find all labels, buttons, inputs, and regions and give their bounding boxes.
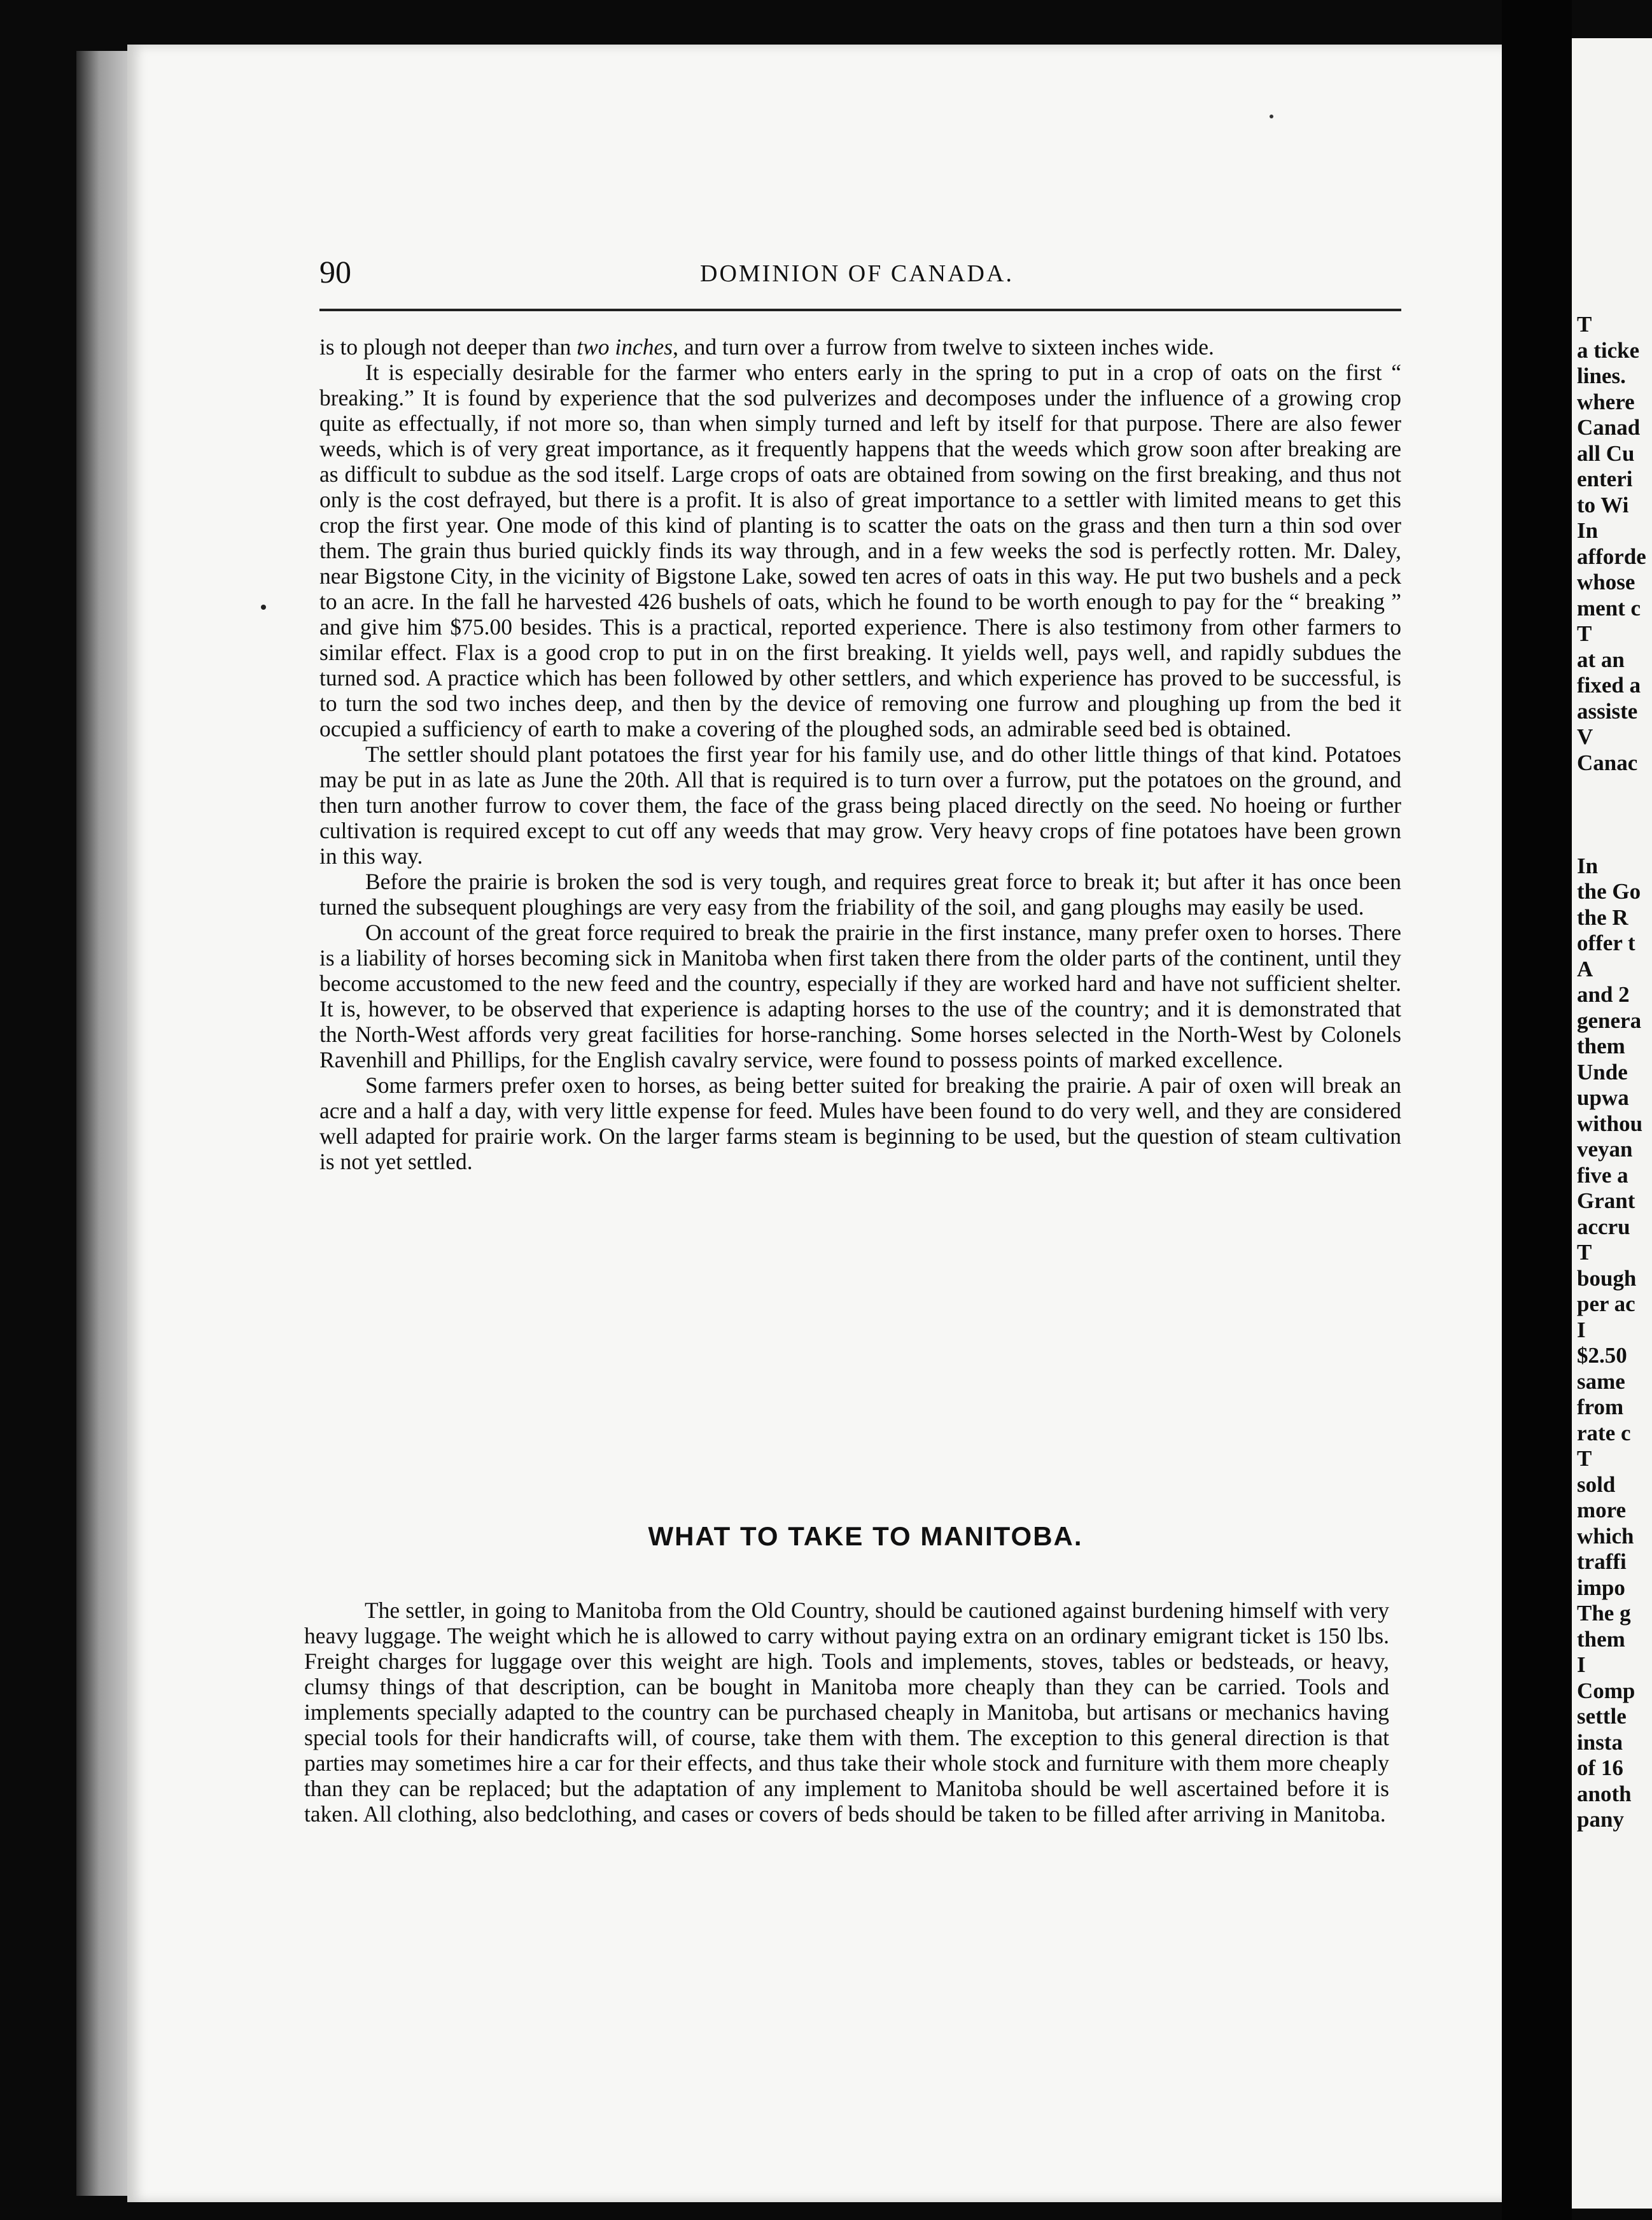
right-page-line: per ac	[1577, 1291, 1635, 1316]
paragraph: is to plough not deeper than two inches, and turn over a furrow from twelve to sixteen inches wide.	[319, 334, 1214, 360]
book-gutter	[1502, 0, 1572, 2220]
section-title: WHAT TO TAKE TO MANITOBA.	[648, 1521, 1083, 1551]
paragraph: It is especially desirable for the farmer who enters early in the spring to put in a crop of oats on the first “ breaking.” It is found by experience that the sod pulverizes and decomposes under the influence of a growing crop quite as effectually, if not more so, than when simply turned and left by itself for that purpose. There are also fewer weeds, which is of very great importance, as it frequently happens that the weeds which grow soon after breaking are as difficult to subdue as the sod itself. Large crops of oats are obtained from sowing on the first breaking, and thus not only is the cost defrayed, but there is a profit. It is also of great importance to a settler with limited means to get this crop the first year. One mode of this kind of planting is to scatter the oats on the grass and then turn a thin sod over them. The grain thus buried quickly finds its way through, and in a few weeks the sod is perfectly rotten. Mr. Daley, near Bigstone City, in the vicinity of Bigstone Lake, sowed ten acres of oats in this way. He put two bushels and a peck to an acre. In the fall he harvested 426 bushels of oats, which he found to be worth enough to pay for the “ breaking ” and give him $75.00 besides. This is a practical, reported experience. There is also testimony from other farmers to similar effect. Flax is a good crop to put in on the first breaking. It yields well, pays well, and rapidly subdues the turned sod. A practice which has been followed by other settlers, and which experience has proved to be successful, is to turn the sod two inches deep, and then by the device of removing one furrow and ploughing up from the bed it occupied a sufficiency of earth to make a covering of the ploughed sods, an admirable seed bed is obtained.	[319, 360, 1401, 741]
right-page-line	[1577, 776, 1652, 802]
right-page-line: same	[1577, 1368, 1625, 1394]
right-page-line: whose	[1577, 570, 1635, 594]
right-page-line: the R	[1577, 904, 1628, 930]
right-page-line: A	[1577, 956, 1593, 981]
right-page-line: T	[1577, 312, 1592, 337]
speck-mark	[1270, 115, 1273, 118]
right-page-line: the Go	[1577, 879, 1641, 904]
right-page-line: pany	[1577, 1807, 1624, 1832]
right-page-line: to Wi	[1577, 492, 1629, 517]
right-page-line: $2.50	[1577, 1343, 1627, 1368]
right-page-line: T	[1577, 1446, 1592, 1471]
right-page-line: T	[1577, 1240, 1592, 1265]
right-page-line: Grant	[1577, 1188, 1635, 1213]
section-body	[304, 1598, 1389, 1827]
right-page-line: enteri	[1577, 467, 1633, 491]
page-edge-shadow	[76, 51, 134, 2196]
right-page-line: all Cu	[1577, 440, 1635, 466]
right-page-line: sold	[1577, 1472, 1616, 1497]
body-text	[319, 334, 1401, 1174]
right-page-line	[1577, 827, 1652, 854]
paragraph: The settler should plant potatoes the first year for his family use, and do other little things of that kind. Potatoes may be put in as late as June the 20th. All that is required is to turn over a furrow, put the potatoes on the ground, and then turn another furrow to cover them, the face of the grass being placed directly on the seed. No hoeing or further cultivation is required except to cut off any weeds that may grow. Very heavy crops of fine potatoes have been grown in this way.	[319, 741, 1401, 869]
right-page-line: I	[1577, 1652, 1586, 1677]
right-page-line: five a	[1577, 1162, 1628, 1188]
right-page-line: which	[1577, 1523, 1634, 1549]
right-page-line: lines.	[1577, 363, 1626, 388]
right-page-line: assiste	[1577, 698, 1638, 724]
right-page-line: anoth	[1577, 1781, 1632, 1806]
right-page-line: T	[1577, 621, 1592, 646]
right-page-line: Unde	[1577, 1059, 1628, 1085]
right-page-line: more	[1577, 1498, 1627, 1522]
running-head: DOMINION OF CANADA.	[700, 260, 1014, 287]
right-page-line	[1577, 802, 1652, 828]
paragraph: The settler, in going to Manitoba from the Old Country, should be cautioned against burdening himself with very heavy luggage. The weight which he is allowed to carry without paying extra on an ordinary emigrant ticket is 150 lbs. Freight charges for luggage over this weight are high. Tools and implements, stoves, tables or bedsteads, or heavy, clumsy things of that description, can be bought in Manitoba more cheaply than they can be carried. Tools and implements specially adapted to the country can be purchased cheaply in Manitoba, but artisans or mechanics having special tools for their handicrafts will, of course, take them with them. The exception to this general direction is that parties may sometimes hire a car for their effects, and thus take their whole stock and furniture with them more cheaply than they can be replaced; but the adaptation of any implement to Manitoba should be well ascertained before it is taken. All clothing, also bedclothing, and cases or covers of beds should be taken to be filled after arriving in Manitoba.	[304, 1598, 1389, 1827]
right-page-line: In	[1577, 853, 1599, 878]
paragraph: Some farmers prefer oxen to horses, as being better suited for breaking the prairie. A pair of oxen will break an acre and a half a day, with very little expense for feed. Mules have been found to do very well, and they are considered well adapted for prairie work. On the larger farms steam is beginning to be used, but the question of steam cultivation is not yet settled.	[319, 1072, 1401, 1174]
right-page-text	[1577, 312, 1652, 1833]
right-page-line: offer t	[1577, 931, 1635, 955]
emphasis: two inches	[577, 334, 673, 360]
right-page-line: settle	[1577, 1704, 1627, 1729]
right-page-line: Canac	[1577, 750, 1638, 775]
right-page-line: fixed a	[1577, 673, 1641, 698]
paragraph: On account of the great force required to break the prairie in the first instance, many prefer oxen to horses. There is a liability of horses becoming sick in Manitoba when first taken there from the older parts of the continent, until they become accustomed to the new feed and the country, especially if they are worked hard and have not sufficient shelter. It is, however, to be observed that experience is adapting horses to the use of the country; and it is demonstrated that the North-West affords very great facilities for horse-ranching. Some horses selected in the North-West by Colonels Ravenhill and Phillips, for the English cavalry service, were found to possess points of marked excellence.	[319, 920, 1401, 1072]
margin-mark	[261, 605, 266, 610]
right-page-line: V	[1577, 724, 1593, 749]
paragraph: Before the prairie is broken the sod is very tough, and requires great force to break it; but after it has once been turned the subsequent ploughings are very easy from the friability of the soil, and gang ploughs may easily be used.	[319, 869, 1401, 920]
page-number: 90	[319, 254, 351, 290]
right-page-line: from	[1577, 1395, 1624, 1419]
right-page-line: and 2	[1577, 982, 1630, 1007]
right-page-line: ment c	[1577, 595, 1641, 621]
right-page-line: where	[1577, 389, 1635, 414]
right-page-line: them	[1577, 1626, 1625, 1652]
right-page-line: Comp	[1577, 1678, 1635, 1703]
right-page-line: insta	[1577, 1729, 1623, 1755]
right-page-line: veyan	[1577, 1137, 1633, 1162]
right-page-line: upwa	[1577, 1085, 1629, 1110]
right-page-line: I	[1577, 1317, 1586, 1342]
right-page-line: bough	[1577, 1265, 1637, 1291]
right-page-line: The g	[1577, 1601, 1631, 1626]
right-page-line: afforde	[1577, 544, 1646, 569]
right-page-line: rate c	[1577, 1420, 1631, 1445]
right-page-line: accru	[1577, 1214, 1630, 1239]
right-page-line: In	[1577, 518, 1599, 543]
header-rule	[319, 309, 1401, 311]
right-page-line: impo	[1577, 1575, 1625, 1600]
right-page-line: at an	[1577, 647, 1625, 672]
right-page-line: traffi	[1577, 1549, 1627, 1574]
right-page-line: withou	[1577, 1111, 1643, 1136]
right-page-line: them	[1577, 1034, 1625, 1058]
right-page-line: Canad	[1577, 415, 1641, 440]
right-page-line: a ticke	[1577, 337, 1640, 363]
right-page-line: of 16	[1577, 1755, 1623, 1780]
right-page-line: genera	[1577, 1008, 1642, 1033]
